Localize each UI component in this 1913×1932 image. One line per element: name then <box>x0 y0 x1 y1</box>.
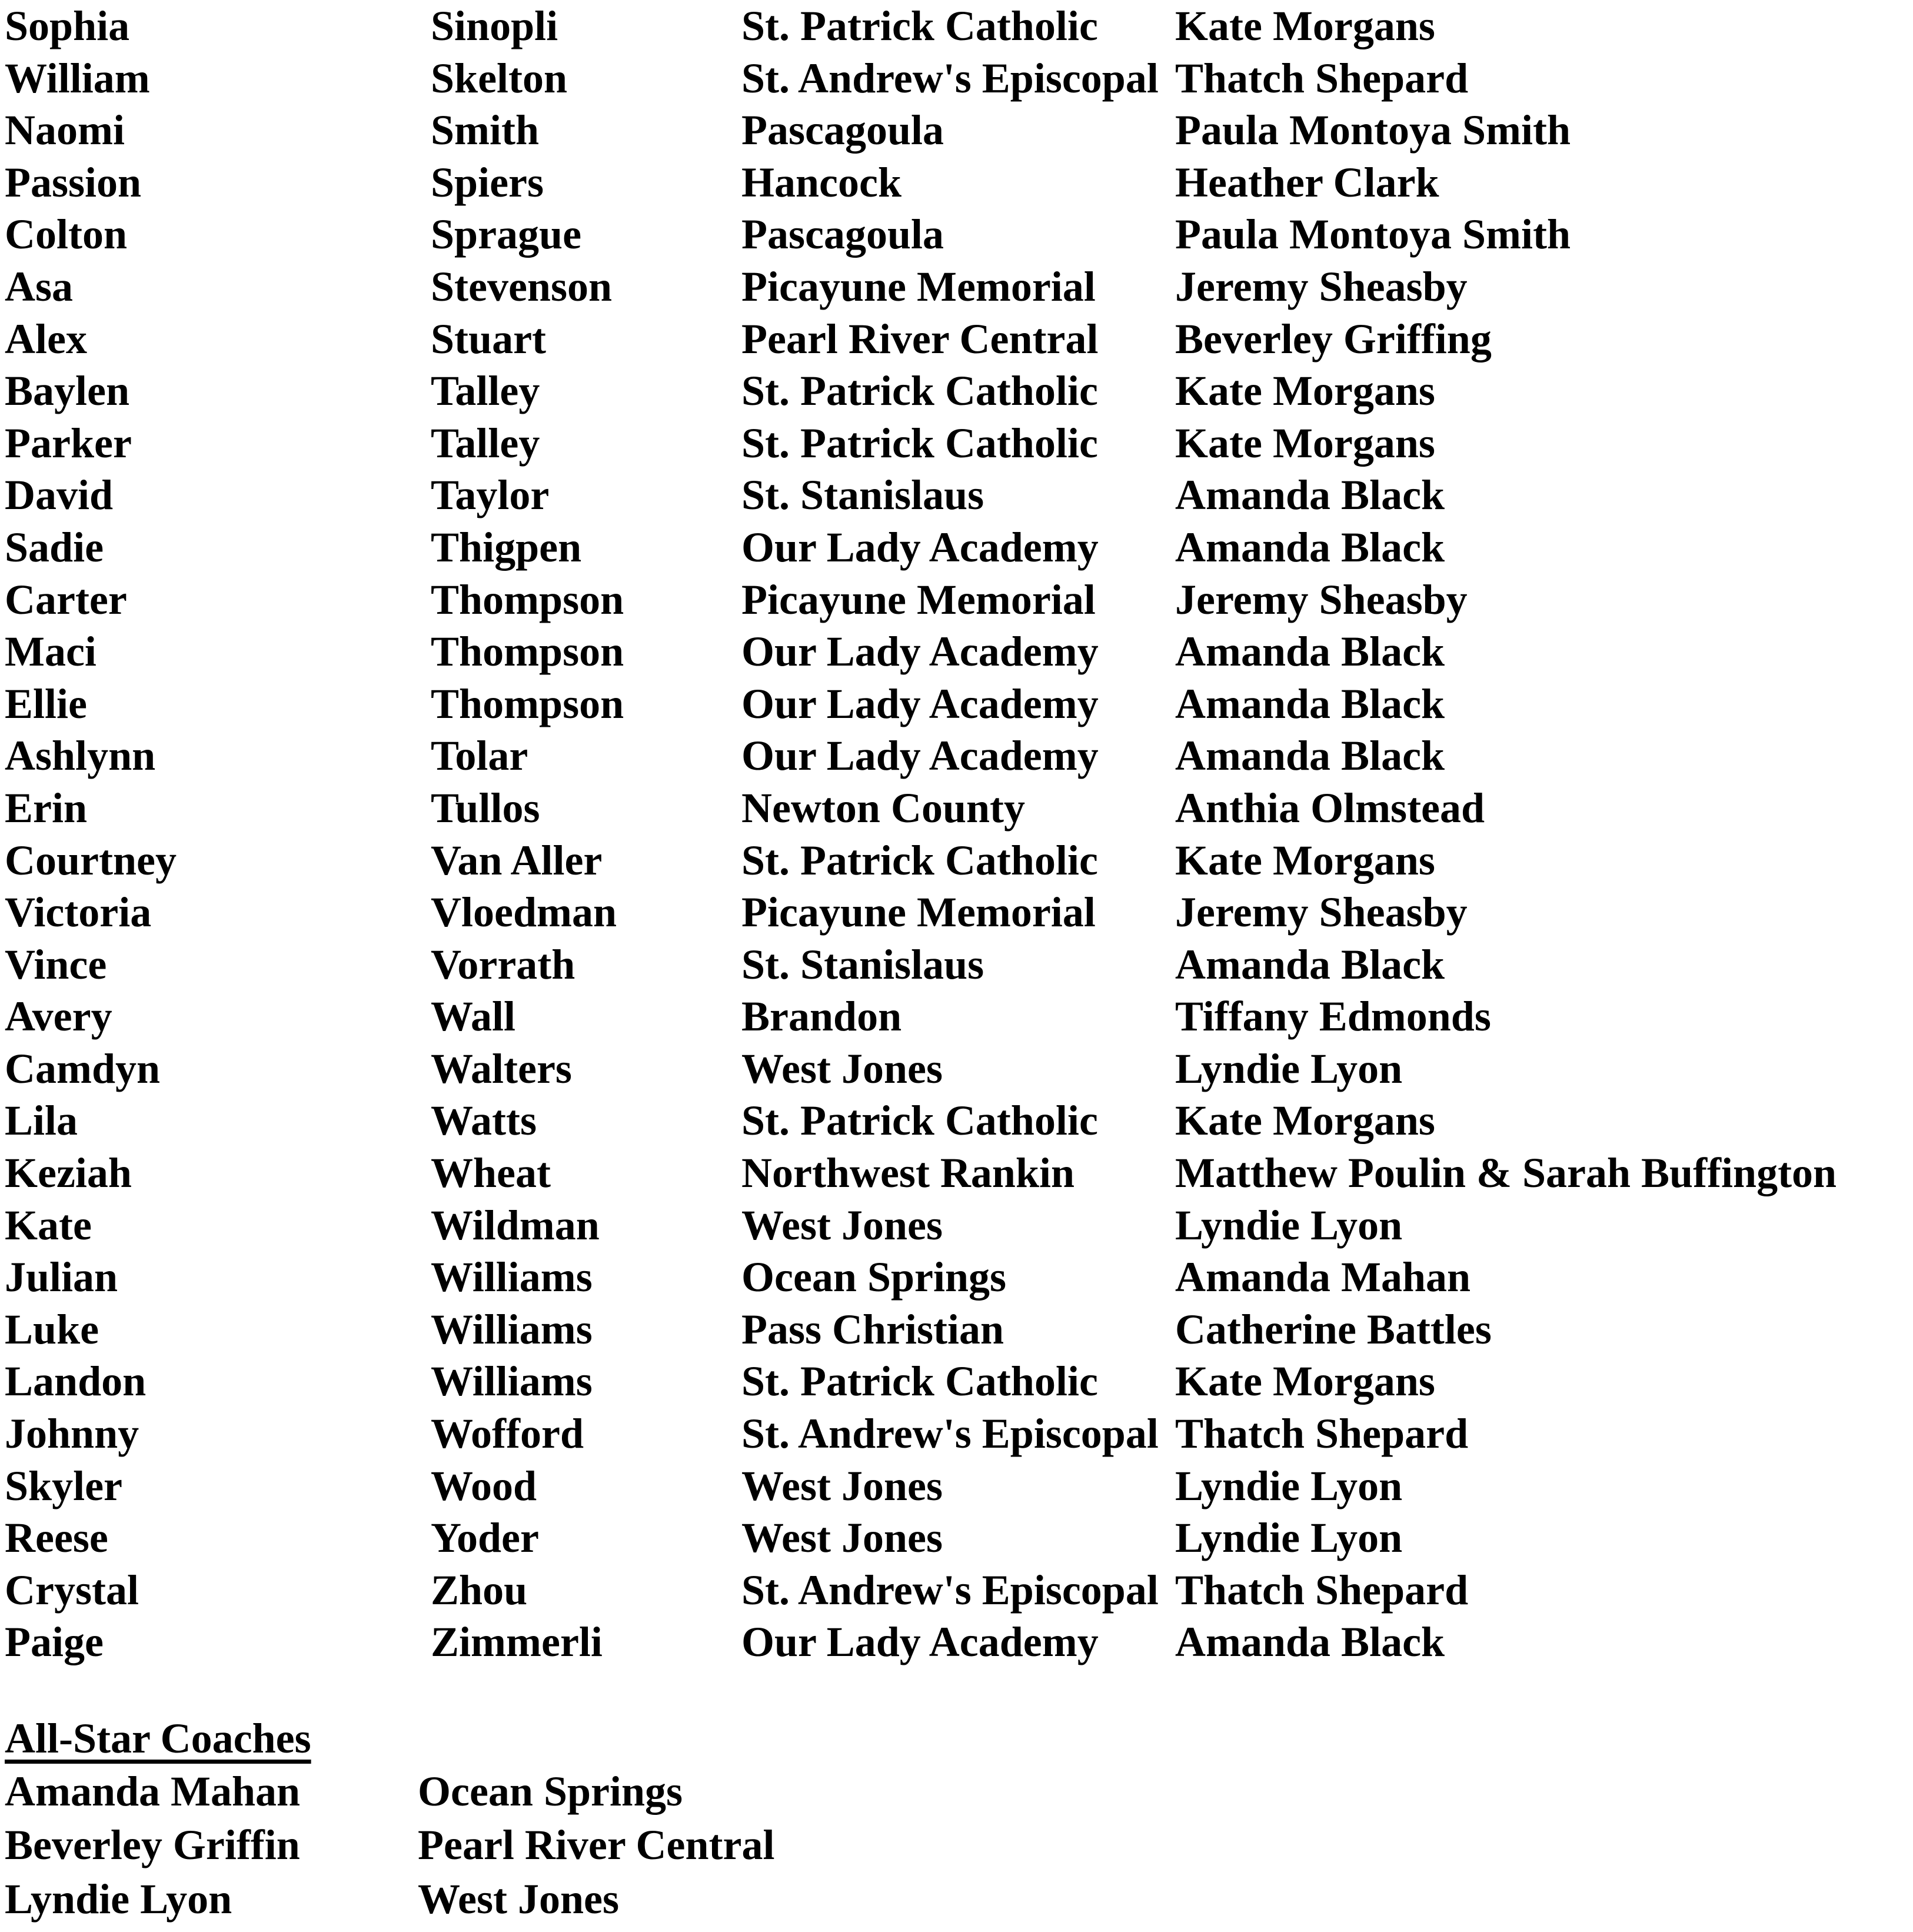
school-cell: Our Lady Academy <box>741 628 1099 676</box>
last-name-cell: Thompson <box>431 628 624 676</box>
table-row <box>0 678 1913 730</box>
first-name-cell: Passion <box>5 158 142 206</box>
last-name-cell: Wildman <box>431 1201 600 1249</box>
coach-cell: Kate Morgans <box>1175 2 1435 49</box>
table-row <box>0 1043 1913 1095</box>
table-row <box>0 1199 1913 1252</box>
last-name-cell: Talley <box>431 367 540 415</box>
school-cell: St. Patrick Catholic <box>741 1097 1098 1145</box>
table-row <box>0 157 1913 209</box>
coach-cell: Catherine Battles <box>1175 1305 1492 1353</box>
coach-cell: Paula Montoya Smith <box>1175 107 1571 154</box>
first-name-cell: Maci <box>5 628 97 676</box>
all-star-coaches-table <box>0 1765 1913 1927</box>
last-name-cell: Zimmerli <box>431 1618 603 1666</box>
last-name-cell: Williams <box>431 1358 593 1405</box>
table-row <box>0 365 1913 417</box>
first-name-cell: Paige <box>5 1618 104 1666</box>
coach-cell: Amanda Black <box>1175 523 1445 571</box>
school-cell: Picayune Memorial <box>741 262 1096 310</box>
coach-cell: Lyndie Lyon <box>1175 1514 1403 1562</box>
first-name-cell: Colton <box>5 211 128 258</box>
school-cell: St. Andrew's Episcopal <box>741 1566 1159 1614</box>
last-name-cell: Thompson <box>431 680 624 727</box>
table-row <box>0 939 1913 991</box>
table-row <box>0 990 1913 1043</box>
first-name-cell: Camdyn <box>5 1045 161 1092</box>
table-row <box>0 1512 1913 1564</box>
last-name-cell: Williams <box>431 1305 593 1353</box>
school-cell: St. Stanislaus <box>741 471 984 519</box>
table-row <box>0 261 1913 313</box>
school-cell: St. Patrick Catholic <box>741 367 1098 415</box>
coach-cell: Amanda Black <box>1175 732 1445 780</box>
school-cell: Picayune Memorial <box>741 889 1096 936</box>
last-name-cell: Talley <box>431 419 540 467</box>
school-cell: St. Patrick Catholic <box>741 836 1098 884</box>
last-name-cell: Wall <box>431 993 516 1040</box>
coach-cell: Amanda Black <box>1175 680 1445 727</box>
coach-name-cell: Amanda Mahan <box>5 1767 301 1815</box>
table-row <box>0 208 1913 261</box>
last-name-cell: Tullos <box>431 784 540 832</box>
coach-cell: Kate Morgans <box>1175 367 1435 415</box>
coach-cell: Heather Clark <box>1175 158 1439 206</box>
last-name-cell: Walters <box>431 1045 572 1092</box>
last-name-cell: Wheat <box>431 1149 551 1197</box>
school-cell: Pascagoula <box>741 211 944 258</box>
school-cell: Brandon <box>741 993 902 1040</box>
table-row <box>0 1818 1913 1873</box>
first-name-cell: Courtney <box>5 836 177 884</box>
school-cell: St. Andrew's Episcopal <box>741 1410 1159 1458</box>
last-name-cell: Williams <box>431 1253 593 1301</box>
coach-cell: Jeremy Sheasby <box>1175 576 1468 623</box>
last-name-cell: Vloedman <box>431 889 617 936</box>
all-star-coaches-section <box>0 1712 1913 1926</box>
table-row <box>0 1251 1913 1303</box>
table-row <box>0 521 1913 574</box>
last-name-cell: Vorrath <box>431 940 575 988</box>
school-cell: Our Lady Academy <box>741 523 1099 571</box>
table-row <box>0 782 1913 834</box>
school-cell: West Jones <box>741 1514 943 1562</box>
coach-name-cell: Beverley Griffin <box>5 1821 300 1869</box>
first-name-cell: Landon <box>5 1358 147 1405</box>
first-name-cell: Julian <box>5 1253 118 1301</box>
table-row <box>0 730 1913 782</box>
last-name-cell: Tolar <box>431 732 528 780</box>
coach-cell: Lyndie Lyon <box>1175 1045 1403 1092</box>
table-row <box>0 1564 1913 1617</box>
first-name-cell: Carter <box>5 576 127 623</box>
first-name-cell: Skyler <box>5 1462 123 1509</box>
school-cell: West Jones <box>741 1201 943 1249</box>
first-name-cell: Johnny <box>5 1410 139 1458</box>
table-row <box>0 417 1913 470</box>
school-cell: Newton County <box>741 784 1026 832</box>
first-name-cell: Keziah <box>5 1149 132 1197</box>
school-cell: Pascagoula <box>741 107 944 154</box>
coach-cell: Beverley Griffing <box>1175 315 1492 363</box>
first-name-cell: Naomi <box>5 107 125 154</box>
table-row <box>0 626 1913 678</box>
school-cell: Our Lady Academy <box>741 1618 1099 1666</box>
first-name-cell: Ashlynn <box>5 732 156 780</box>
first-name-cell: Kate <box>5 1201 92 1249</box>
last-name-cell: Smith <box>431 107 540 154</box>
school-cell: Our Lady Academy <box>741 732 1099 780</box>
table-row <box>0 1355 1913 1408</box>
coach-cell: Tiffany Edmonds <box>1175 993 1491 1040</box>
table-row <box>0 104 1913 157</box>
table-row <box>0 886 1913 939</box>
last-name-cell: Wood <box>431 1462 537 1509</box>
table-row <box>0 1147 1913 1199</box>
coach-cell: Amanda Mahan <box>1175 1253 1471 1301</box>
coach-cell: Thatch Shepard <box>1175 1566 1469 1614</box>
coach-name-cell: Lyndie Lyon <box>5 1875 232 1923</box>
first-name-cell: Baylen <box>5 367 130 415</box>
first-name-cell: Alex <box>5 315 87 363</box>
last-name-cell: Thigpen <box>431 523 582 571</box>
coach-cell: Anthia Olmstead <box>1175 784 1485 832</box>
table-row <box>0 834 1913 887</box>
last-name-cell: Thompson <box>431 576 624 623</box>
table-row <box>0 469 1913 521</box>
last-name-cell: Spiers <box>431 158 544 206</box>
first-name-cell: Parker <box>5 419 132 467</box>
coach-cell: Kate Morgans <box>1175 836 1435 884</box>
first-name-cell: Reese <box>5 1514 108 1562</box>
table-row <box>0 1616 1913 1668</box>
last-name-cell: Stevenson <box>431 262 613 310</box>
table-row <box>0 313 1913 365</box>
school-cell: Hancock <box>741 158 902 206</box>
school-cell: St. Andrew's Episcopal <box>741 54 1159 102</box>
coach-cell: Kate Morgans <box>1175 419 1435 467</box>
first-name-cell: Avery <box>5 993 112 1040</box>
coach-cell: Jeremy Sheasby <box>1175 262 1468 310</box>
first-name-cell: Lila <box>5 1097 78 1145</box>
first-name-cell: Crystal <box>5 1566 139 1614</box>
school-cell: St. Patrick Catholic <box>741 419 1098 467</box>
school-cell: Northwest Rankin <box>741 1149 1075 1197</box>
last-name-cell: Skelton <box>431 54 568 102</box>
first-name-cell: Erin <box>5 784 88 832</box>
last-name-cell: Wofford <box>431 1410 584 1458</box>
table-row <box>0 0 1913 52</box>
first-name-cell: Ellie <box>5 680 87 727</box>
coach-cell: Paula Montoya Smith <box>1175 211 1571 258</box>
school-cell: Pearl River Central <box>741 315 1099 363</box>
coach-cell: Amanda Black <box>1175 1618 1445 1666</box>
table-row <box>0 1303 1913 1356</box>
first-name-cell: Sadie <box>5 523 104 571</box>
last-name-cell: Yoder <box>431 1514 539 1562</box>
coach-cell: Amanda Black <box>1175 628 1445 676</box>
coach-cell: Thatch Shepard <box>1175 1410 1469 1458</box>
school-cell: St. Patrick Catholic <box>741 2 1098 49</box>
coach-cell: Kate Morgans <box>1175 1358 1435 1405</box>
coach-cell: Kate Morgans <box>1175 1097 1435 1145</box>
first-name-cell: Luke <box>5 1305 99 1353</box>
first-name-cell: David <box>5 471 114 519</box>
coach-cell: Amanda Black <box>1175 940 1445 988</box>
first-name-cell: William <box>5 54 150 102</box>
last-name-cell: Stuart <box>431 315 546 363</box>
coach-cell: Jeremy Sheasby <box>1175 889 1468 936</box>
table-row <box>0 1873 1913 1927</box>
first-name-cell: Asa <box>5 262 74 310</box>
coach-school-cell: Ocean Springs <box>418 1767 683 1815</box>
coach-cell: Amanda Black <box>1175 471 1445 519</box>
table-row <box>0 52 1913 105</box>
last-name-cell: Taylor <box>431 471 550 519</box>
coach-school-cell: West Jones <box>418 1875 619 1923</box>
all-star-coaches-heading-text: All-Star Coaches <box>5 1715 311 1762</box>
last-name-cell: Sinopli <box>431 2 558 49</box>
table-row <box>0 1408 1913 1460</box>
table-row <box>0 574 1913 626</box>
coach-cell: Thatch Shepard <box>1175 54 1469 102</box>
last-name-cell: Zhou <box>431 1566 528 1614</box>
school-cell: St. Stanislaus <box>741 940 984 988</box>
school-cell: West Jones <box>741 1462 943 1509</box>
coach-cell: Lyndie Lyon <box>1175 1201 1403 1249</box>
school-cell: West Jones <box>741 1045 943 1092</box>
school-cell: Ocean Springs <box>741 1253 1007 1301</box>
coach-cell: Lyndie Lyon <box>1175 1462 1403 1509</box>
last-name-cell: Sprague <box>431 211 582 258</box>
table-row <box>0 1765 1913 1819</box>
last-name-cell: Van Aller <box>431 836 603 884</box>
last-name-cell: Watts <box>431 1097 537 1145</box>
first-name-cell: Sophia <box>5 2 130 49</box>
first-name-cell: Victoria <box>5 889 152 936</box>
school-cell: Pass Christian <box>741 1305 1004 1353</box>
school-cell: St. Patrick Catholic <box>741 1358 1098 1405</box>
school-cell: Our Lady Academy <box>741 680 1099 727</box>
all-star-coaches-heading <box>0 1712 1913 1765</box>
school-cell: Picayune Memorial <box>741 576 1096 623</box>
coach-school-cell: Pearl River Central <box>418 1821 775 1869</box>
table-row <box>0 1460 1913 1512</box>
table-row <box>0 1095 1913 1147</box>
first-name-cell: Vince <box>5 940 107 988</box>
coach-cell: Matthew Poulin & Sarah Buffington <box>1175 1149 1837 1197</box>
